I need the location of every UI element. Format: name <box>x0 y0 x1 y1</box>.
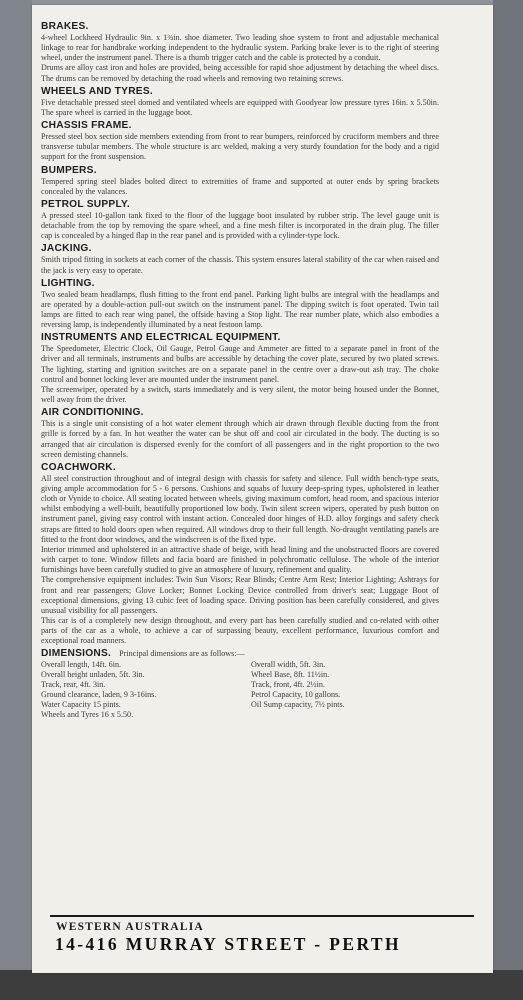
dimension-row: Overall height unladen, 5ft. 3in. <box>41 669 145 679</box>
section-heading: COACHWORK. <box>41 461 116 473</box>
dimension-row: Overall length, 14ft. 6in. <box>41 659 122 669</box>
dimensions-table <box>41 660 439 721</box>
section-paragraph: The comprehensive equipment includes: Twin Sun Visors; Rear Blinds; Centre Arm Rest; Interior Lighting; Ashtrays for front and rear passengers; Glove Locker; Bonnet Locking Device controlled from driver's seat; Luggage Boot of exceptional dimensions, giving 13 cubic feet of loading space. Driving position has been carefully considered, and gives unusual visibility for all passengers. <box>41 575 439 615</box>
dimension-row: Overall width, 5ft. 3in. <box>251 659 326 669</box>
section-heading: LIGHTING. <box>41 277 95 289</box>
section-body <box>41 33 439 84</box>
section-paragraph: All steel construction throughout and of integral design with chassis for safety and silence. Full width bench-type seats, giving ample accommodation for 5 - 6 persons. Cushions and squabs of luxury deep-spring types, upholstered in leather cloth or Vynide to choice. All seating located between wheels, giving maximum comfort, head room, and spacious interior whilst embodying a well-built, beautifully proportioned low body. Twin silent screen wipers, operated by push button on instrument panel, giving easy control with instant action. Concealed door hinges of H.D. alloy forgings and safety check straps are fitted to hold doors open when required. All windows drop to their full length. No-draught ventilating panels are fitted to the front door windows, and the windscreen is of the fixed type. <box>41 473 439 544</box>
spec-section <box>41 164 439 197</box>
section-paragraph: A pressed steel 10-gallon tank fixed to the floor of the luggage boot insulated by rubber strip. The level gauge unit is detachable from the top by removing the spare wheel, and a fine mesh filter is incorporated in the drain plug. The filler cap is concealed by a hinged flap in the rear panel and is provided with a cylinder-type lock. <box>41 210 439 241</box>
dimension-row: Petrol Capacity, 10 gallons. <box>251 689 341 699</box>
dimension-row: Wheel Base, 8ft. 11½in. <box>251 669 330 679</box>
dealer-block <box>50 915 474 963</box>
section-paragraph: This car is of a completely new design throughout, and every part has been carefully studied and co-related with other parts of the car as a whole, to achieve a car of surpassing beauty, excellent performance, luxurious comfort and exceptional road manners. <box>41 616 439 646</box>
dimension-row: Ground clearance, laden, 9 3-16ins. <box>41 689 157 699</box>
dimension-row: Wheels and Tyres 16 x 5.50. <box>41 710 134 720</box>
spec-section <box>41 20 439 84</box>
section-heading: BUMPERS. <box>41 164 97 176</box>
dimension-row: Track, front, 4ft. 2½in. <box>251 679 325 689</box>
section-paragraph: Pressed steel box section side members extending from front to rear bumpers, reinforced by cruciform members and three transverse tubular members. The whole structure is arc welded, making a very sturdy foundation for the body and a rigid support for the front suspension. <box>41 132 439 162</box>
dimension-row: Track, rear, 4ft. 3in. <box>41 679 106 689</box>
section-heading: INSTRUMENTS AND ELECTRICAL EQUIPMENT. <box>41 332 281 344</box>
section-paragraph: Interior trimmed and upholstered in an attractive shade of beige, with head lining and the unobstructed floors are covered with carpet to tone. Window fillets and facia board are finished in polychromatic cellulose. The whole of the interior furnishings have been carefully studied to give an atmosphere of luxury, refinement and quality. <box>41 544 439 575</box>
dimension-row: Oil Sump capacity, 7½ pints. <box>251 700 345 710</box>
dimension-row: Water Capacity 15 pints. <box>41 700 121 710</box>
section-paragraph: Smith tripod fitting in sockets at each corner of the chassis. This system ensures lateral stability of the car when raised and the jack is very easy to operate. <box>41 255 439 275</box>
spec-section <box>41 461 439 647</box>
section-heading: CHASSIS FRAME. <box>41 120 132 132</box>
section-paragraph: Tempered spring steel blades bolted direct to extremities of frame and supported at outer ends by spring brackets concealed by the valances. <box>41 176 439 196</box>
dimensions-section <box>41 647 439 721</box>
section-paragraph: 4-wheel Lockheed Hydraulic 9in. x 1¾in. shoe diameter. Two leading shoe system to front and adjustable mechanical linkage to rear for handbrake working independent to the hydraulic system. Parking brake lever is to the right of steering wheel, under the instrument panel. There is a thumb trigger catch and the cable is protected by a conduit. <box>41 33 439 63</box>
section-body <box>41 474 439 647</box>
specification-sections <box>41 20 439 647</box>
background-right <box>493 0 523 1000</box>
background-left <box>0 0 32 1000</box>
section-paragraph: The screenwiper, operated by a switch, starts immediately and is very silent, the motor being housed under the Bonnet, well away from the driver. <box>41 384 439 405</box>
section-body <box>41 211 439 241</box>
section-body <box>41 419 439 460</box>
section-body <box>41 344 439 405</box>
spec-section <box>41 331 439 405</box>
section-paragraph: Two sealed beam headlamps, flush fitting to the front end panel. Parking light bulbs are integral with the headlamps and are operated by a double-action pull-out switch on the instrument panel. The dipping switch is foot operated. Twin tail lamps are fitted to each rear wing panel, the offside having a Stop light. The rear number plate, which also embodies a reversing lamp, is independently illuminated by a neat festoon lamp. <box>41 289 439 330</box>
section-body <box>41 255 439 275</box>
section-body <box>41 98 439 118</box>
dimensions-intro: Principal dimensions are as follows:— <box>119 648 245 658</box>
section-heading: WHEELS AND TYRES. <box>41 85 153 97</box>
dealer-region: WESTERN AUSTRALIA <box>56 921 204 933</box>
spec-section <box>41 198 439 241</box>
section-body <box>41 132 439 162</box>
dimensions-right-column <box>251 660 439 721</box>
dimensions-heading-line <box>41 647 439 660</box>
dimensions-left-column <box>41 660 229 721</box>
background-bottom <box>0 970 523 1000</box>
spec-section <box>41 406 439 460</box>
dealer-address: 14-416 MURRAY STREET - PERTH <box>55 934 401 954</box>
section-paragraph: The Speedometer, Electric Clock, Oil Gauge, Petrol Gauge and Ammeter are fitted to a separate panel in front of the driver and all terminals, instruments and bulbs are accessible by detaching the cover plate, secured by two plated screws. The lighting, starting and ignition switches are on a separate panel in the centre over a draw-out ash tray. The choke control and bonnet locking lever are mounted under the instrument panel. <box>41 344 439 384</box>
section-heading: JACKING. <box>41 243 92 255</box>
spec-section <box>41 119 439 162</box>
specification-text <box>41 19 439 720</box>
section-paragraph: Five detachable pressed steel domed and ventilated wheels are equipped with Goodyear low pressure tyres 16in. x 5.50in. The spare wheel is carried in the luggage boot. <box>41 97 439 117</box>
spec-section <box>41 85 439 118</box>
spec-section <box>41 277 439 331</box>
section-heading: BRAKES. <box>41 21 89 32</box>
section-paragraph: This is a single unit consisting of a hot water element through which air drawn through flexible ducting from the front grille is forced by a fan. In hot weather the water can be shut off and cool air circulated in the body. The ducting is so arranged that air circulation is dispersed evenly for the comfort of all passengers and in the right proportion to the two screen demisting channels. <box>41 419 439 459</box>
dimensions-heading: DIMENSIONS. <box>41 647 112 659</box>
section-body <box>41 290 439 331</box>
section-heading: PETROL SUPPLY. <box>41 198 130 210</box>
section-heading: AIR CONDITIONING. <box>41 407 144 419</box>
section-body <box>41 177 439 197</box>
section-paragraph: Drums are alloy cast iron and holes are provided, being accessible for rapid shoe adjustment by detaching the wheel discs. The drums can be removed by detaching the road wheels and removing two retaining screws. <box>41 63 439 83</box>
spec-section <box>41 242 439 275</box>
